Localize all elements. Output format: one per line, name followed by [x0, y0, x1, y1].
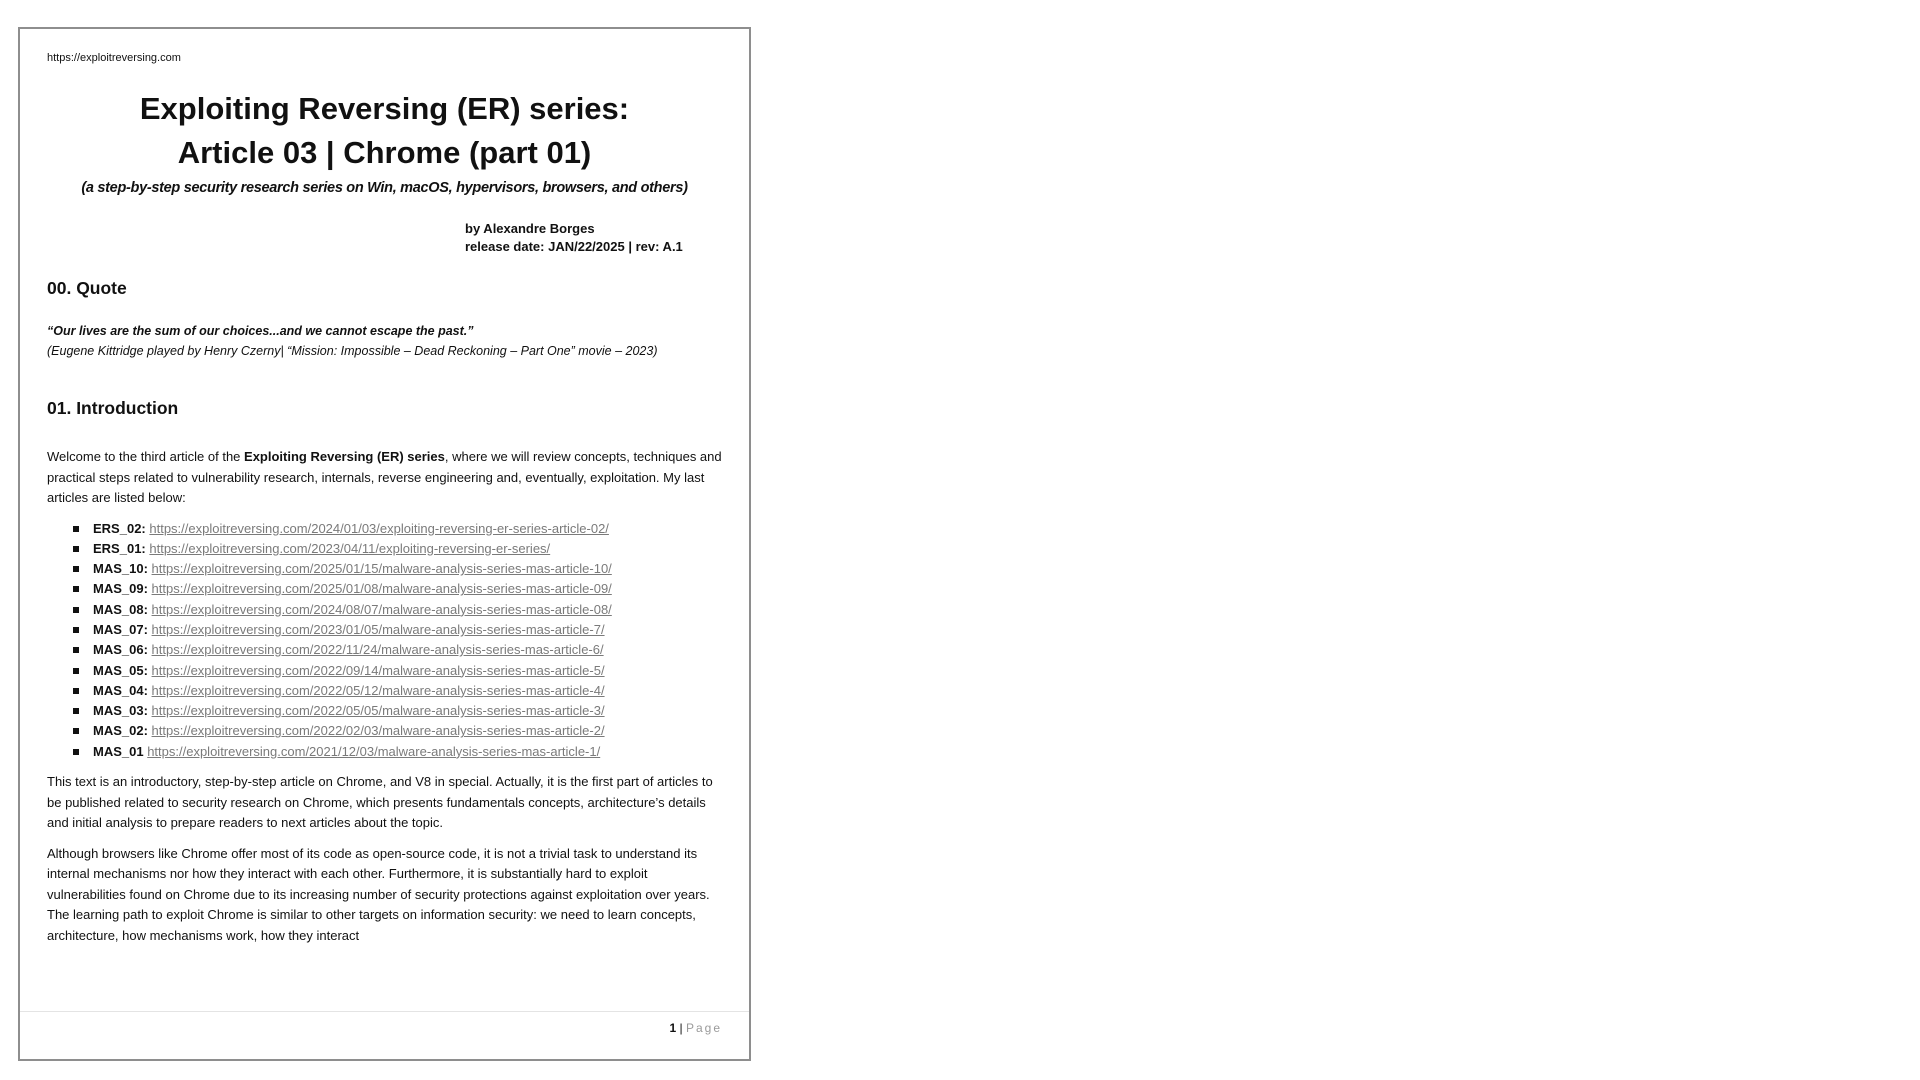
article-list-item — [71, 661, 722, 681]
article-list-item — [71, 742, 722, 762]
article-label: MAS_03: — [93, 703, 148, 719]
article-list-item — [71, 721, 722, 741]
article-label: MAS_02: — [93, 723, 148, 739]
square-bullet-icon — [73, 566, 79, 572]
article-link[interactable]: https://exploitreversing.com/2022/09/14/malware-analysis-series-mas-article-5/ — [151, 662, 605, 678]
square-bullet-icon — [73, 708, 79, 714]
article-label: ERS_02: — [93, 520, 146, 536]
square-bullet-icon — [73, 728, 79, 734]
article-label: ERS_01: — [93, 540, 146, 556]
article-link[interactable]: https://exploitreversing.com/2024/01/03/exploiting-reversing-er-series-article-02/ — [149, 520, 609, 536]
article-list-item — [71, 519, 722, 539]
article-list-item — [71, 701, 722, 721]
article-list-item — [71, 559, 722, 579]
article-label: MAS_06: — [93, 642, 148, 658]
article-link[interactable]: https://exploitreversing.com/2022/02/03/malware-analysis-series-mas-article-2/ — [151, 723, 605, 739]
square-bullet-icon — [73, 586, 79, 592]
page-word: Page — [685, 1021, 722, 1035]
article-list-item — [71, 600, 722, 620]
page-number: 1 — [669, 1021, 677, 1035]
quote-attribution: (Eugene Kittridge played by Henry Czerny| “Mission: Impossible – Dead Reckoning – Part One” movie – 2023) — [47, 344, 658, 358]
article-label: MAS_09: — [93, 581, 148, 597]
article-list-item — [71, 539, 722, 559]
document-page — [18, 27, 751, 1061]
square-bullet-icon — [73, 749, 79, 755]
article-label: MAS_04: — [93, 682, 148, 698]
byline — [465, 220, 722, 256]
page-footer — [669, 1020, 722, 1036]
intro-paragraph-1 — [47, 447, 722, 509]
article-list-item — [71, 579, 722, 599]
article-link[interactable]: https://exploitreversing.com/2022/05/05/malware-analysis-series-mas-article-3/ — [151, 703, 605, 719]
footer-separator: | — [679, 1021, 683, 1035]
square-bullet-icon — [73, 526, 79, 532]
section-heading-quote: 00. Quote — [47, 278, 127, 298]
article-link[interactable]: https://exploitreversing.com/2023/01/05/malware-analysis-series-mas-article-7/ — [151, 621, 605, 637]
article-list-item — [71, 681, 722, 701]
square-bullet-icon — [73, 647, 79, 653]
intro-paragraph-2: This text is an introductory, step-by-step article on Chrome, and V8 in special. Actually, it is the first part of articles to be published related to security research on Chrome, which presents fundamentals concepts, architecture’s details and initial analysis to prepare readers to next articles about the topic. — [47, 774, 713, 831]
article-link[interactable]: https://exploitreversing.com/2024/08/07/malware-analysis-series-mas-article-08/ — [151, 601, 612, 617]
intro-text-before: Welcome to the third article of the — [47, 449, 245, 464]
square-bullet-icon — [73, 627, 79, 633]
quote-text: “Our lives are the sum of our choices...and we cannot escape the past.” — [47, 324, 474, 338]
header-url: https://exploitreversing.com — [47, 52, 181, 64]
footer-divider — [20, 1011, 749, 1012]
article-link[interactable]: https://exploitreversing.com/2022/05/12/malware-analysis-series-mas-article-4/ — [151, 682, 605, 698]
article-label: MAS_10: — [93, 561, 148, 577]
article-link[interactable]: https://exploitreversing.com/2022/11/24/malware-analysis-series-mas-article-6/ — [151, 642, 604, 658]
section-heading-introduction: 01. Introduction — [47, 398, 179, 418]
title-line-1: Exploiting Reversing (ER) series: — [139, 91, 630, 126]
square-bullet-icon — [73, 607, 79, 613]
article-label: MAS_05: — [93, 662, 148, 678]
intro-text-after: , where we will review concepts, techniques and practical steps related to vulnerability research, internals, reverse engineering and, eventually, exploitation. My last articles are listed below: — [47, 449, 722, 505]
square-bullet-icon — [73, 546, 79, 552]
release-date: release date: JAN/22/2025 | rev: A.1 — [465, 239, 683, 254]
series-name: Exploiting Reversing (ER) series — [244, 449, 445, 464]
title-line-2: Article 03 | Chrome (part 01) — [177, 135, 592, 170]
intro-paragraph-3: Although browsers like Chrome offer most of its code as open-source code, it is not a trivial task to understand its internal mechanisms nor how they interact with each other. Furthermore, it is substantially hard to exploit vulnerabilities found on Chrome due to its increasing number of security protections against exploitation over years. The learning path to exploit Chrome is similar to other targets on information security: we need to learn concepts, architecture, how mechanisms work, how they interact — [47, 845, 710, 943]
article-link[interactable]: https://exploitreversing.com/2021/12/03/malware-analysis-series-mas-article-1/ — [147, 743, 601, 759]
article-link[interactable]: https://exploitreversing.com/2025/01/15/malware-analysis-series-mas-article-10/ — [151, 561, 612, 577]
article-link[interactable]: https://exploitreversing.com/2025/01/08/malware-analysis-series-mas-article-09/ — [151, 581, 612, 597]
square-bullet-icon — [73, 688, 79, 694]
document-subtitle: (a step-by-step security research series on Win, macOS, hypervisors, browsers, and others) — [81, 180, 688, 196]
article-list-item — [71, 620, 722, 640]
article-link[interactable]: https://exploitreversing.com/2023/04/11/exploiting-reversing-er-series/ — [149, 540, 551, 556]
page-content — [47, 51, 722, 1059]
article-label: MAS_08: — [93, 601, 148, 617]
square-bullet-icon — [73, 668, 79, 674]
author: by Alexandre Borges — [465, 221, 595, 236]
article-label: MAS_07: — [93, 621, 148, 637]
article-list — [47, 519, 722, 763]
article-label: MAS_01 — [93, 743, 144, 759]
document-title — [47, 87, 722, 175]
article-list-item — [71, 640, 722, 660]
